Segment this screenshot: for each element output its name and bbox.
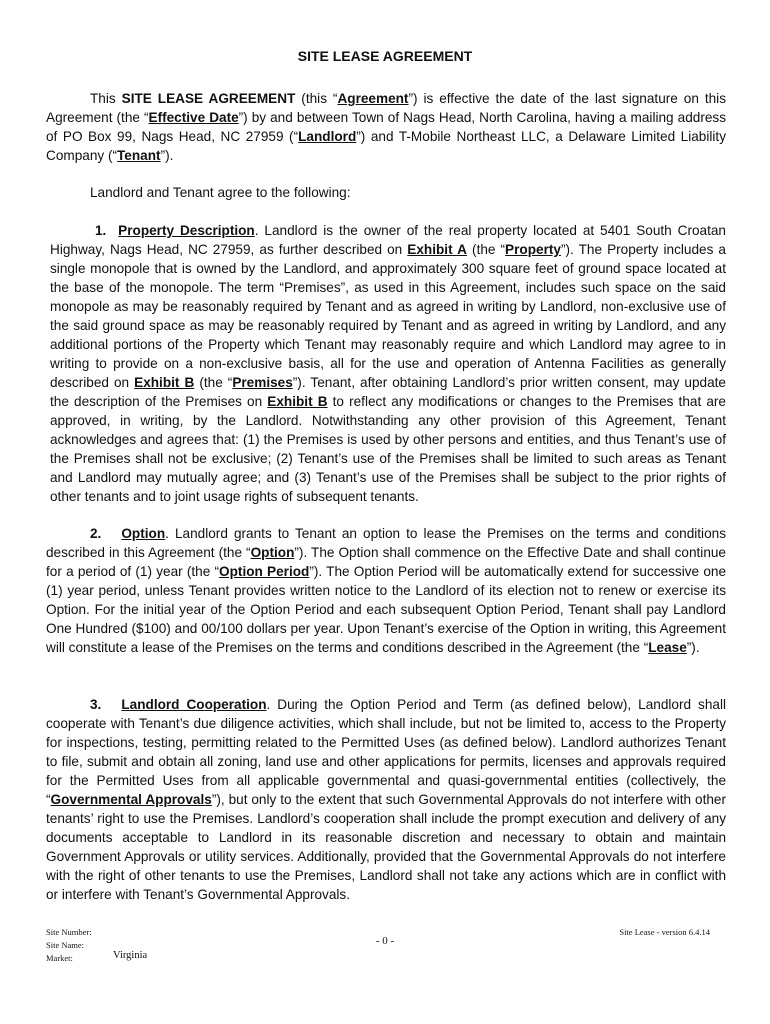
defined-term-landlord: Landlord bbox=[298, 129, 357, 144]
section-number: 2. bbox=[90, 526, 102, 541]
section-text: ”). The Option shall commence on the Effective Date and shall continue for a period of (1) year (the “ bbox=[46, 545, 726, 579]
footer-market-label: Market: bbox=[46, 953, 73, 963]
intro-text: ”) by and between Town of Nags Head, North Carolina, having a mailing address of PO Box 99, Nags Head, NC 27959 (“ bbox=[46, 110, 726, 144]
section-text: ”). The Option Period will be automatically extend for successive one (1) year period, unless Tenant provides written notice to the Landlord of its election not to renew or exercise its Option. For the initial year of the Option Period and each subsequent Option Period, Tenant shall pay Landlord One Hundred ($100) and 00/100 dollars per year. Upon Tenant’s exercise of the Option in writing, this Agreement will constitute a lease of the Premises on the terms and conditions described in the Agreement (the “ bbox=[46, 564, 727, 655]
intro-text: This bbox=[90, 91, 122, 106]
intro-paragraph bbox=[46, 89, 726, 165]
defined-term-option: Option bbox=[250, 545, 295, 560]
section-text: ”). bbox=[686, 640, 700, 655]
footer-market-value: Virginia bbox=[113, 950, 148, 961]
document-version: Site Lease - version 6.4.14 bbox=[619, 927, 710, 937]
section-heading: Option bbox=[121, 526, 166, 541]
defined-term-premises: Premises bbox=[232, 375, 293, 390]
section-text: ”), but only to the extent that such Governmental Approvals do not interfere with other tenants’ right to use the Premises. Landlord’s cooperation shall include the prompt execution and delivery of any documents acceptable to Landlord in its reasonable discretion and necessary to obtain and maintain Government Approvals or utility services. Additionally, provided that the Governmental Approvals do not interfere with the right of other tenants to use the Premises, Landlord shall not take any actions which are in conflict with or interfere with Tenant’s Governmental Approvals. bbox=[46, 792, 726, 902]
section-1-property-description bbox=[50, 221, 726, 506]
section-text: to reflect any modifications or changes to the Premises that are approved, in writing, by the Landlord. Notwithstanding any other provision of this Agreement, Tenant acknowledges and agrees that: (1) the Premises is used by other persons and entities, and thus Tenant’s use of the Premises shall not be exclusive; (2) Tenant’s use of the Premises shall be limited to such areas as Tenant and Landlord may mutually agree; and (3) Tenant’s use of the Premises shall be subject to the prior rights of other tenants and to joint usage rights of subsequent tenants. bbox=[50, 394, 726, 504]
page-number: - 0 - bbox=[375, 935, 395, 947]
defined-term-option-period: Option Period bbox=[219, 564, 310, 579]
defined-term-agreement: Agreement bbox=[337, 91, 409, 106]
section-3-landlord-cooperation bbox=[46, 695, 726, 904]
exhibit-a-reference: Exhibit A bbox=[407, 242, 467, 257]
section-text: . During the Option Period and Term (as defined below), Landlord shall cooperate with Tenant’s due diligence activities, which shall include, but not be limited to, access to the Property for inspections, testing, permitting related to the Permitted Uses (as defined below). Landlord authorizes Tenant to file, submit and obtain all zoning, land use and other applications for permits, licenses and approvals required for the Permitted Uses from all applicable governmental and quasi-governmental entities (collectively, the “ bbox=[46, 697, 726, 807]
document-title: SITE LEASE AGREEMENT bbox=[297, 48, 473, 64]
agreement-name: SITE LEASE AGREEMENT bbox=[121, 91, 296, 106]
intro-text: (this “ bbox=[295, 91, 338, 106]
defined-term-governmental-approvals: Governmental Approvals bbox=[50, 792, 212, 807]
defined-term-property: Property bbox=[505, 242, 561, 257]
exhibit-b-reference: Exhibit B bbox=[134, 375, 195, 390]
defined-term-tenant: Tenant bbox=[117, 148, 161, 163]
footer-site-name-label: Site Name: bbox=[46, 940, 85, 950]
exhibit-b-reference: Exhibit B bbox=[267, 394, 328, 409]
section-text: . Landlord grants to Tenant an option to lease the Premises on the terms and conditions described in this Agreement (the “ bbox=[46, 526, 726, 560]
section-spacer bbox=[50, 223, 95, 238]
section-number: 3. bbox=[90, 697, 102, 712]
section-heading: Landlord Cooperation bbox=[121, 697, 267, 712]
footer-site-number-label: Site Number: bbox=[46, 927, 92, 937]
defined-term-effective-date: Effective Date bbox=[148, 110, 239, 125]
section-text: ”). The Property includes a single monopole that is owned by the Landlord, and approximately 300 square feet of ground space located at the base of the monopole. The term “Premises”, as used in this Agreement, includes such space on the said monopole as may be reasonably required by Tenant and as agreed in writing by Landlord, non-exclusive use of the said ground space as may be reasonably required by Tenant and as agreed in writing by Landlord, and any additional portions of the Property which Tenant may reasonably require and which Landlord may agree to in writing to provide on a non-exclusive basis, all for the use and operation of Antenna Facilities as generally described on bbox=[50, 242, 726, 390]
agreement-lead-line: Landlord and Tenant agree to the following: bbox=[90, 185, 351, 200]
section-text: ”). Tenant, after obtaining Landlord’s prior written consent, may update the description of the Premises on bbox=[50, 375, 726, 409]
section-heading: Property Description bbox=[118, 223, 255, 238]
intro-text: ”) and T-Mobile Northeast LLC, a Delaware Limited Liability Company (“ bbox=[46, 129, 726, 163]
intro-text: ”) is effective the date of the last signature on this Agreement (the “ bbox=[46, 91, 726, 125]
section-number: 1. bbox=[95, 223, 107, 238]
intro-text: ”). bbox=[160, 148, 174, 163]
section-text: (the “ bbox=[194, 375, 233, 390]
section-2-option bbox=[46, 524, 726, 657]
defined-term-lease: Lease bbox=[648, 640, 687, 655]
section-text: (the “ bbox=[466, 242, 506, 257]
section-text: . Landlord is the owner of the real property located at 5401 South Croatan Highway, Nags Head, NC 27959, as further described on bbox=[50, 223, 726, 257]
